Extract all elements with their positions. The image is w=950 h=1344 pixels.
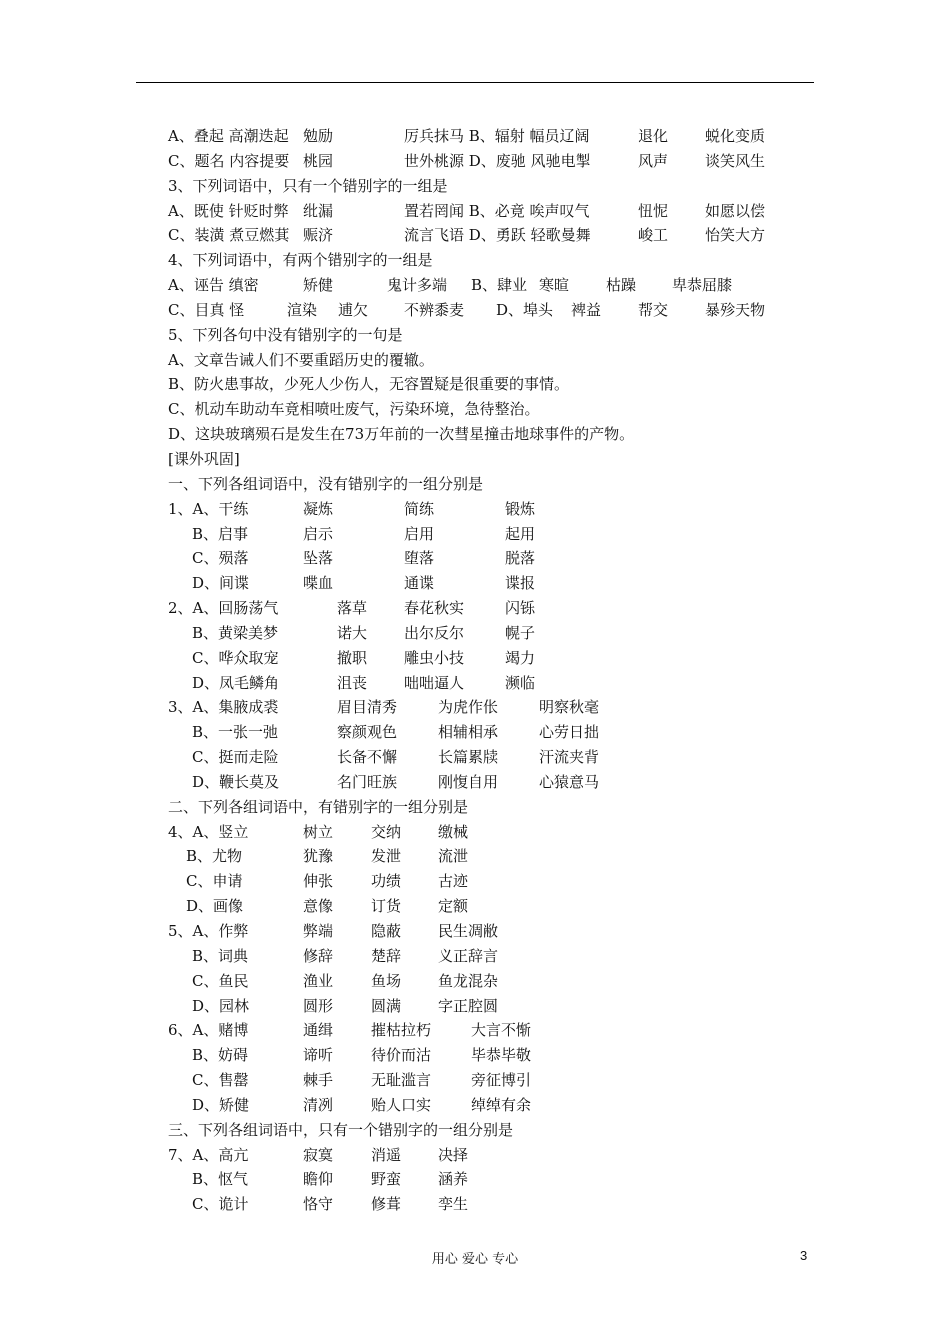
line-cell: 恪守: [303, 1195, 334, 1214]
line-cell: 圆满: [371, 996, 402, 1015]
text-line: [168, 770, 808, 795]
line-cell: 3、下列词语中，只有一个错别字的一组是: [168, 176, 448, 195]
line-cell: D、凤毛鳞角: [192, 673, 280, 692]
line-cell: 逋欠: [338, 300, 369, 319]
line-cell: 启示: [303, 524, 334, 543]
line-cell: 桃园: [303, 151, 334, 170]
line-cell: 起用: [505, 524, 536, 543]
line-cell: 鱼龙混杂: [438, 971, 499, 990]
line-cell: 瞻仰: [303, 1170, 334, 1189]
page-number: 3: [800, 1248, 808, 1263]
line-cell: 蜕化变质: [705, 127, 766, 145]
line-cell: 流言飞语 D、勇跃 轻歌曼舞: [404, 226, 591, 245]
line-cell: 交纳: [371, 822, 402, 841]
line-cell: 楚辞: [371, 946, 402, 965]
line-cell: 民生凋敝: [438, 922, 499, 940]
line-cell: 勉励: [303, 127, 334, 145]
footer-motto: 用心 爱心 专心: [431, 1252, 519, 1267]
text-line: [168, 298, 808, 323]
line-cell: 二、下列各组词语中，有错别字的一组分别是: [168, 797, 469, 816]
line-cell: 隐蔽: [371, 922, 402, 940]
line-cell: 定额: [438, 897, 469, 916]
line-cell: 闪铄: [505, 599, 536, 618]
line-cell: 无耻滥言: [371, 1071, 432, 1090]
line-cell: C、机动车助动车竟相喷吐废气，污染环境，急待整治。: [168, 400, 540, 419]
line-cell: 鬼计多端: [387, 276, 448, 295]
line-cell: 置若罔闻 B、必竟 唉声叹气: [404, 201, 590, 220]
line-cell: 枯躁: [606, 276, 637, 295]
line-cell: C、申请: [186, 872, 243, 891]
line-cell: 谈笑风生: [705, 151, 766, 170]
line-cell: 6、A、赌博: [168, 1021, 249, 1040]
line-cell: 撤职: [337, 648, 368, 667]
text-line: [168, 273, 808, 298]
line-cell: B、启事: [192, 524, 249, 543]
line-cell: 字正腔圆: [438, 996, 499, 1015]
line-cell: 沮丧: [337, 673, 368, 692]
line-cell: 纰漏: [303, 201, 334, 220]
line-cell: 4、A、竖立: [168, 822, 249, 841]
line-cell: 寒暄: [539, 276, 570, 295]
line-cell: B、尤物: [186, 847, 243, 866]
line-cell: 古迹: [438, 872, 469, 891]
text-line: [168, 447, 808, 472]
line-cell: 名门旺族: [337, 772, 398, 791]
line-cell: D、鞭长莫及: [192, 772, 280, 791]
line-cell: 消遥: [371, 1145, 402, 1164]
line-cell: 赈济: [303, 226, 334, 245]
line-cell: 矫健: [303, 276, 334, 295]
line-cell: 简练: [404, 499, 435, 518]
text-line: [168, 1068, 808, 1093]
line-cell: [课外巩固]: [168, 449, 240, 468]
line-cell: B、怄气: [192, 1170, 249, 1189]
text-line: [168, 149, 808, 174]
text-line: [168, 124, 808, 149]
text-line: [168, 695, 808, 720]
text-line: [168, 571, 808, 596]
line-cell: B、一张一弛: [192, 723, 279, 742]
line-cell: 涵养: [438, 1170, 469, 1189]
line-cell: 谍报: [505, 574, 536, 593]
line-cell: 一、下列各组词语中，没有错别字的一组分别是: [168, 474, 484, 493]
text-line: [168, 596, 808, 621]
header-rule: [136, 82, 814, 83]
text-line: [168, 1118, 808, 1143]
line-cell: 发泄: [371, 847, 402, 866]
text-line: [168, 795, 808, 820]
text-line: [168, 497, 808, 522]
line-cell: C、殒落: [192, 549, 249, 568]
line-cell: B、肆业: [471, 276, 528, 295]
text-line: [168, 1167, 808, 1192]
line-cell: 刚愎自用: [438, 772, 499, 791]
line-cell: 5、A、作弊: [168, 922, 249, 940]
line-cell: 喋血: [303, 574, 334, 593]
line-cell: 察颜观色: [337, 723, 398, 742]
line-cell: B、防火患事故，少死人少伤人，无容置疑是很重要的事情。: [168, 375, 570, 394]
line-cell: 汗流夹背: [539, 748, 600, 767]
line-cell: 脱落: [505, 549, 536, 568]
line-cell: A、叠起 高潮迭起: [168, 127, 289, 145]
line-cell: 如愿以偿: [705, 201, 766, 220]
line-cell: 待价而沽: [371, 1046, 432, 1065]
line-cell: 修葺: [371, 1195, 402, 1214]
text-line: [168, 248, 808, 273]
line-cell: 怡笑大方: [705, 226, 766, 245]
line-cell: A、文章告诫人们不要重蹈历史的覆辙。: [168, 350, 434, 369]
text-line: [168, 348, 808, 373]
text-line: [168, 1043, 808, 1068]
text-line: [168, 422, 808, 447]
line-cell: 棘手: [303, 1071, 334, 1090]
line-cell: 大言不惭: [471, 1021, 532, 1040]
line-cell: 流泄: [438, 847, 469, 866]
line-cell: 3、A、集腋成裘: [168, 698, 279, 717]
line-cell: 贻人口实: [371, 1095, 432, 1114]
text-line: [168, 894, 808, 919]
line-cell: D、园林: [192, 996, 250, 1015]
line-cell: 通缉: [303, 1021, 334, 1040]
line-cell: 风声: [638, 151, 669, 170]
text-line: [168, 944, 808, 969]
line-cell: 春花秋实: [404, 599, 465, 618]
line-cell: 渲染: [287, 300, 318, 319]
line-cell: 谛听: [303, 1046, 334, 1065]
line-cell: 诺大: [337, 623, 368, 642]
line-cell: 义正辞言: [438, 946, 499, 965]
text-line: [168, 969, 808, 994]
line-cell: C、鱼民: [192, 971, 249, 990]
text-line: [168, 372, 808, 397]
line-cell: 长篇累牍: [438, 748, 499, 767]
text-line: [168, 223, 808, 248]
text-line: [168, 671, 808, 696]
text-line: [168, 1143, 808, 1168]
line-cell: D、间谍: [192, 574, 250, 593]
line-cell: C、题名 内容提要: [168, 151, 290, 170]
text-line: [168, 820, 808, 845]
line-cell: C、目真 怪: [168, 300, 245, 319]
line-cell: 7、A、高亢: [168, 1145, 249, 1164]
line-cell: 订货: [371, 897, 402, 916]
line-cell: 弊端: [303, 922, 334, 940]
text-line: [168, 621, 808, 646]
line-cell: 长备不懈: [337, 748, 398, 767]
line-cell: D、画像: [186, 897, 244, 916]
line-cell: 伸张: [303, 872, 334, 891]
line-cell: 缴械: [438, 822, 469, 841]
line-cell: C、装潢 煮豆燃萁: [168, 226, 290, 245]
line-cell: 心猿意马: [539, 772, 600, 791]
line-cell: 退化: [638, 127, 669, 145]
text-line: [168, 869, 808, 894]
line-cell: 帮交: [638, 300, 669, 319]
line-cell: 濒临: [505, 673, 536, 692]
line-cell: 忸怩: [638, 201, 669, 220]
line-cell: 4、下列词语中，有两个错别字的一组是: [168, 251, 433, 270]
line-cell: 锻炼: [505, 499, 536, 518]
line-cell: B、黄梁美梦: [192, 623, 279, 642]
line-cell: 咄咄逼人: [404, 673, 465, 692]
line-cell: 不辨黍麦: [404, 300, 465, 319]
text-line: [168, 174, 808, 199]
line-cell: 意像: [303, 897, 334, 916]
line-cell: 明察秋毫: [539, 698, 600, 717]
line-cell: 眉目清秀: [337, 698, 398, 717]
text-line: [168, 472, 808, 497]
line-cell: 寂寞: [303, 1145, 334, 1164]
line-cell: 鱼场: [371, 971, 402, 990]
line-cell: 世外桃源 D、废驰 风驰电掣: [404, 151, 591, 170]
line-cell: 树立: [303, 822, 334, 841]
line-cell: 修辞: [303, 946, 334, 965]
line-cell: 心劳日拙: [539, 723, 600, 742]
line-cell: 启用: [404, 524, 435, 543]
line-cell: 幌子: [505, 623, 536, 642]
line-cell: 1、A、干练: [168, 499, 249, 518]
text-line: [168, 720, 808, 745]
line-cell: D、埠头: [496, 300, 554, 319]
line-cell: A、既使 针贬时弊: [168, 201, 289, 220]
line-cell: C、售罄: [192, 1071, 249, 1090]
text-line: [168, 1192, 808, 1217]
line-cell: 竭力: [505, 648, 536, 667]
line-cell: 凝炼: [303, 499, 334, 518]
line-cell: 犹豫: [303, 847, 334, 866]
line-cell: 5、下列各句中没有错别字的一句是: [168, 325, 403, 344]
line-cell: 清冽: [303, 1095, 334, 1114]
line-cell: 坠落: [303, 549, 334, 568]
document-body: [168, 124, 808, 1217]
line-cell: 厉兵抹马 B、辐射 幅员辽阔: [404, 127, 590, 145]
line-cell: 绰绰有余: [471, 1095, 532, 1114]
line-cell: 2、A、回肠荡气: [168, 599, 279, 618]
line-cell: 雕虫小技: [404, 648, 465, 667]
line-cell: 摧枯拉朽: [371, 1021, 432, 1040]
line-cell: 旁征博引: [471, 1071, 532, 1090]
line-cell: 渔业: [303, 971, 334, 990]
line-cell: 孪生: [438, 1195, 469, 1214]
text-line: [168, 919, 808, 944]
line-cell: 卑恭屈膝: [672, 276, 733, 295]
line-cell: 峻工: [638, 226, 669, 245]
text-line: [168, 199, 808, 224]
text-line: [168, 1093, 808, 1118]
line-cell: 为虎作伥: [438, 698, 499, 717]
line-cell: A、诬告 缜密: [168, 276, 259, 295]
line-cell: C、哗众取宠: [192, 648, 279, 667]
line-cell: 落草: [337, 599, 368, 618]
text-line: [168, 994, 808, 1019]
text-line: [168, 745, 808, 770]
text-line: [168, 1018, 808, 1043]
text-line: [168, 323, 808, 348]
line-cell: D、这块玻璃殒石是发生在73万年前的一次彗星撞击地球事件的产物。: [168, 425, 635, 444]
line-cell: 相辅相承: [438, 723, 499, 742]
line-cell: 毕恭毕敬: [471, 1046, 532, 1065]
text-line: [168, 546, 808, 571]
line-cell: C、挺而走险: [192, 748, 279, 767]
text-line: [168, 397, 808, 422]
line-cell: 野蛮: [371, 1170, 402, 1189]
text-line: [168, 844, 808, 869]
line-cell: 通谍: [404, 574, 435, 593]
line-cell: 出尔反尔: [404, 623, 465, 642]
line-cell: B、妨碍: [192, 1046, 249, 1065]
line-cell: 功绩: [371, 872, 402, 891]
line-cell: 决择: [438, 1145, 469, 1164]
line-cell: 圆形: [303, 996, 334, 1015]
line-cell: 三、下列各组词语中，只有一个错别字的一组分别是: [168, 1120, 514, 1139]
line-cell: 暴殄天物: [705, 300, 766, 319]
text-line: [168, 646, 808, 671]
line-cell: B、词典: [192, 946, 249, 965]
line-cell: C、诡计: [192, 1195, 249, 1214]
line-cell: D、矫健: [192, 1095, 250, 1114]
line-cell: 裨益: [571, 300, 602, 319]
text-line: [168, 522, 808, 547]
line-cell: 堕落: [404, 549, 435, 568]
